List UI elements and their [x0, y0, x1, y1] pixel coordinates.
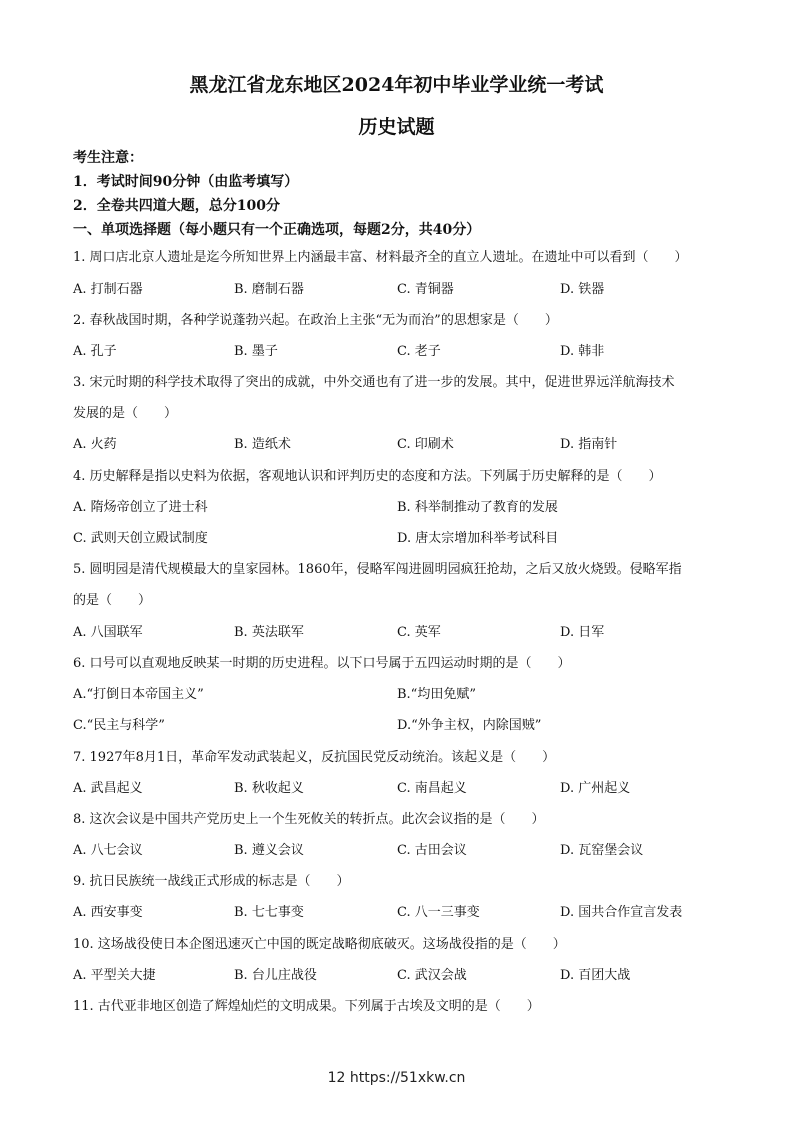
question-2-stem: 2. 春秋战国时期，各种学说蓬勃兴起。在政治上主张“无为而治”的思想家是（ ） [73, 313, 558, 328]
page-footer: 12 https://51xkw.cn [327, 1070, 466, 1086]
question-9-option-c: C. 八一三事变 [397, 905, 480, 920]
question-7-option-a: A. 武昌起义 [73, 781, 143, 796]
question-6-option-d: D.“外争主权，内除国贼” [397, 718, 542, 733]
question-5-stem-line-1: 5. 圆明园是清代规模最大的皇家园林。1860年，侵略军闯进圆明园疯狂抢劫，之后又放火烧毁。侵略军指 [73, 562, 682, 577]
question-7-option-c: C. 南昌起义 [397, 781, 467, 796]
question-1-option-a: A. 打制石器 [73, 282, 143, 297]
notice-item-2: 2．全卷共四道大题，总分100分 [73, 198, 280, 214]
question-10-option-b: B. 台儿庄战役 [234, 968, 317, 983]
question-10-option-c: C. 武汉会战 [397, 968, 467, 983]
question-5-stem-line-2: 的是（ ） [73, 593, 152, 608]
question-4-option-a: A. 隋炀帝创立了进士科 [73, 500, 208, 515]
notice-label: 考生注意： [73, 150, 143, 166]
question-6-option-b: B.“均田免赋” [397, 687, 476, 702]
question-7-option-d: D. 广州起义 [560, 781, 631, 796]
section-heading: 一、单项选择题（每小题只有一个正确选项，每题2分，共40分） [73, 222, 481, 238]
page-subtitle: 历史试题 [358, 116, 435, 138]
question-5-option-d: D. 日军 [560, 625, 605, 640]
question-6-option-a: A.“打倒日本帝国主义” [73, 687, 204, 702]
question-3-option-c: C. 印刷术 [397, 437, 454, 452]
question-10-option-d: D. 百团大战 [560, 968, 631, 983]
question-1-option-c: C. 青铜器 [397, 282, 454, 297]
question-7-option-b: B. 秋收起义 [234, 781, 304, 796]
question-6-stem: 6. 口号可以直观地反映某一时期的历史进程。以下口号属于五四运动时期的是（ ） [73, 656, 571, 671]
question-8-stem: 8. 这次会议是中国共产党历史上一个生死攸关的转折点。此次会议指的是（ ） [73, 812, 545, 827]
question-3-option-d: D. 指南针 [560, 437, 618, 452]
question-4-option-b: B. 科举制推动了教育的发展 [397, 500, 558, 515]
question-2-option-a: A. 孔子 [73, 344, 117, 359]
question-3-option-a: A. 火药 [73, 437, 117, 452]
page-title: 黑龙江省龙东地区2024年初中毕业学业统一考试 [189, 74, 604, 96]
question-8-option-c: C. 古田会议 [397, 843, 467, 858]
question-1-option-b: B. 磨制石器 [234, 282, 304, 297]
question-4-option-c: C. 武则天创立殿试制度 [73, 531, 208, 546]
question-1-stem: 1. 周口店北京人遗址是迄今所知世界上内涵最丰富、材料最齐全的直立人遗址。在遗址中可以看到（ ） [73, 250, 688, 265]
question-7-stem: 7. 1927年8月1日，革命军发动武装起义，反抗国民党反动统治。该起义是（ ） [73, 750, 556, 765]
question-3-stem-line-1: 3. 宋元时期的科学技术取得了突出的成就，中外交通也有了进一步的发展。其中，促进世界远洋航海技术 [73, 375, 675, 390]
question-4-stem: 4. 历史解释是指以史料为依据，客观地认识和评判历史的态度和方法。下列属于历史解释的是（ ） [73, 469, 662, 484]
question-2-option-c: C. 老子 [397, 344, 441, 359]
notice-item-1: 1．考试时间90分钟（由监考填写） [73, 174, 299, 190]
question-2-option-b: B. 墨子 [234, 344, 278, 359]
question-1-option-d: D. 铁器 [560, 282, 605, 297]
question-2-option-d: D. 韩非 [560, 344, 605, 359]
question-6-option-c: C.“民主与科学” [73, 718, 165, 733]
question-3-option-b: B. 造纸术 [234, 437, 291, 452]
question-8-option-d: D. 瓦窑堡会议 [560, 843, 644, 858]
question-5-option-c: C. 英军 [397, 625, 441, 640]
question-10-option-a: A. 平型关大捷 [73, 968, 156, 983]
question-5-option-a: A. 八国联军 [73, 625, 143, 640]
question-5-option-b: B. 英法联军 [234, 625, 304, 640]
question-8-option-a: A. 八七会议 [73, 843, 143, 858]
question-3-stem-line-2: 发展的是（ ） [73, 406, 178, 421]
question-8-option-b: B. 遵义会议 [234, 843, 304, 858]
question-9-option-d: D. 国共合作宣言发表 [560, 905, 683, 920]
question-10-stem: 10. 这场战役使日本企图迅速灭亡中国的既定战略彻底破灭。这场战役指的是（ ） [73, 937, 566, 952]
question-9-stem: 9. 抗日民族统一战线正式形成的标志是（ ） [73, 874, 350, 889]
question-9-option-b: B. 七七事变 [234, 905, 304, 920]
question-4-option-d: D. 唐太宗增加科举考试科目 [397, 531, 559, 546]
question-11-stem: 11. 古代亚非地区创造了辉煌灿烂的文明成果。下列属于古埃及文明的是（ ） [73, 999, 540, 1014]
question-9-option-a: A. 西安事变 [73, 905, 143, 920]
